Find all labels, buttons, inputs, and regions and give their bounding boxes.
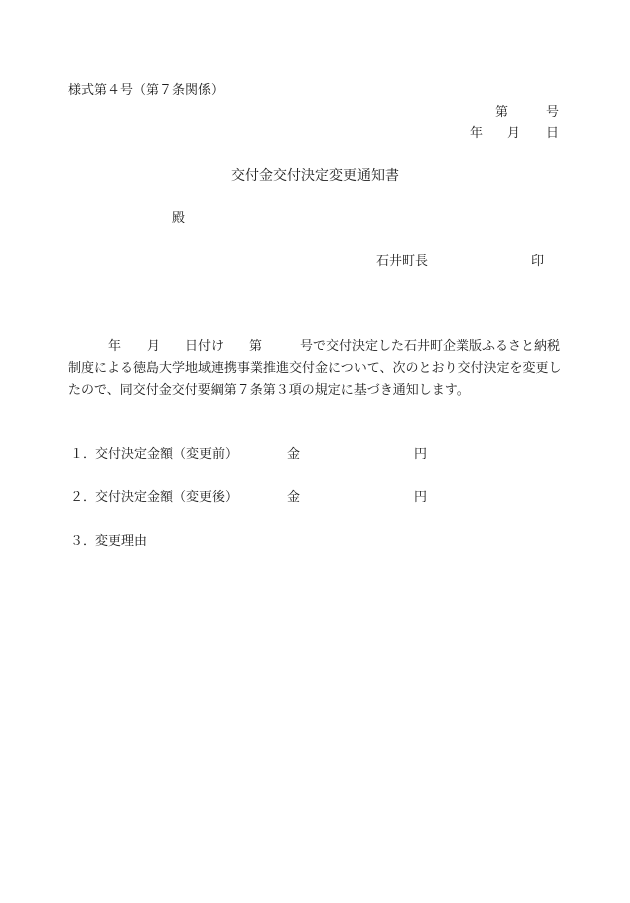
- sender-name: 石井町長: [376, 254, 429, 269]
- date-day: 日: [546, 126, 560, 141]
- seal-mark: 印: [531, 254, 545, 269]
- item-2-label: 交付決定金額（変更後）: [95, 490, 239, 505]
- item-2-number: ２．: [70, 490, 97, 505]
- item-1-label: 交付決定金額（変更前）: [95, 447, 239, 462]
- body-line2: 制度による徳島大学地域連携事業推進交付金について、次のとおり交付決定を変更し: [68, 361, 562, 376]
- date-month: 月: [507, 126, 521, 141]
- body-line1-rest: 号で交付決定した石井町企業版ふるさと納税: [300, 339, 561, 354]
- body-year: 年: [108, 339, 122, 354]
- doc-number-suffix: 号: [546, 105, 560, 120]
- body-month: 月: [147, 339, 161, 354]
- form-label: 様式第４号（第７条関係）: [68, 83, 225, 98]
- date-year: 年: [470, 126, 484, 141]
- item-2-yen: 円: [414, 490, 428, 505]
- item-3-number: ３．: [70, 534, 97, 549]
- item-1-kin: 金: [287, 447, 301, 462]
- item-1-number: １．: [70, 447, 97, 462]
- body-dated: 日付け: [185, 339, 225, 354]
- doc-number-prefix: 第: [495, 105, 509, 120]
- item-3-label: 変更理由: [95, 534, 148, 549]
- item-2-kin: 金: [287, 490, 301, 505]
- document-title: 交付金交付決定変更通知書: [231, 168, 399, 184]
- item-1-yen: 円: [414, 447, 428, 462]
- body-line3: たので、同交付金交付要綱第７条第３項の規定に基づき通知します。: [68, 383, 470, 398]
- addressee-honorific: 殿: [172, 211, 186, 226]
- body-number-prefix: 第: [249, 339, 263, 354]
